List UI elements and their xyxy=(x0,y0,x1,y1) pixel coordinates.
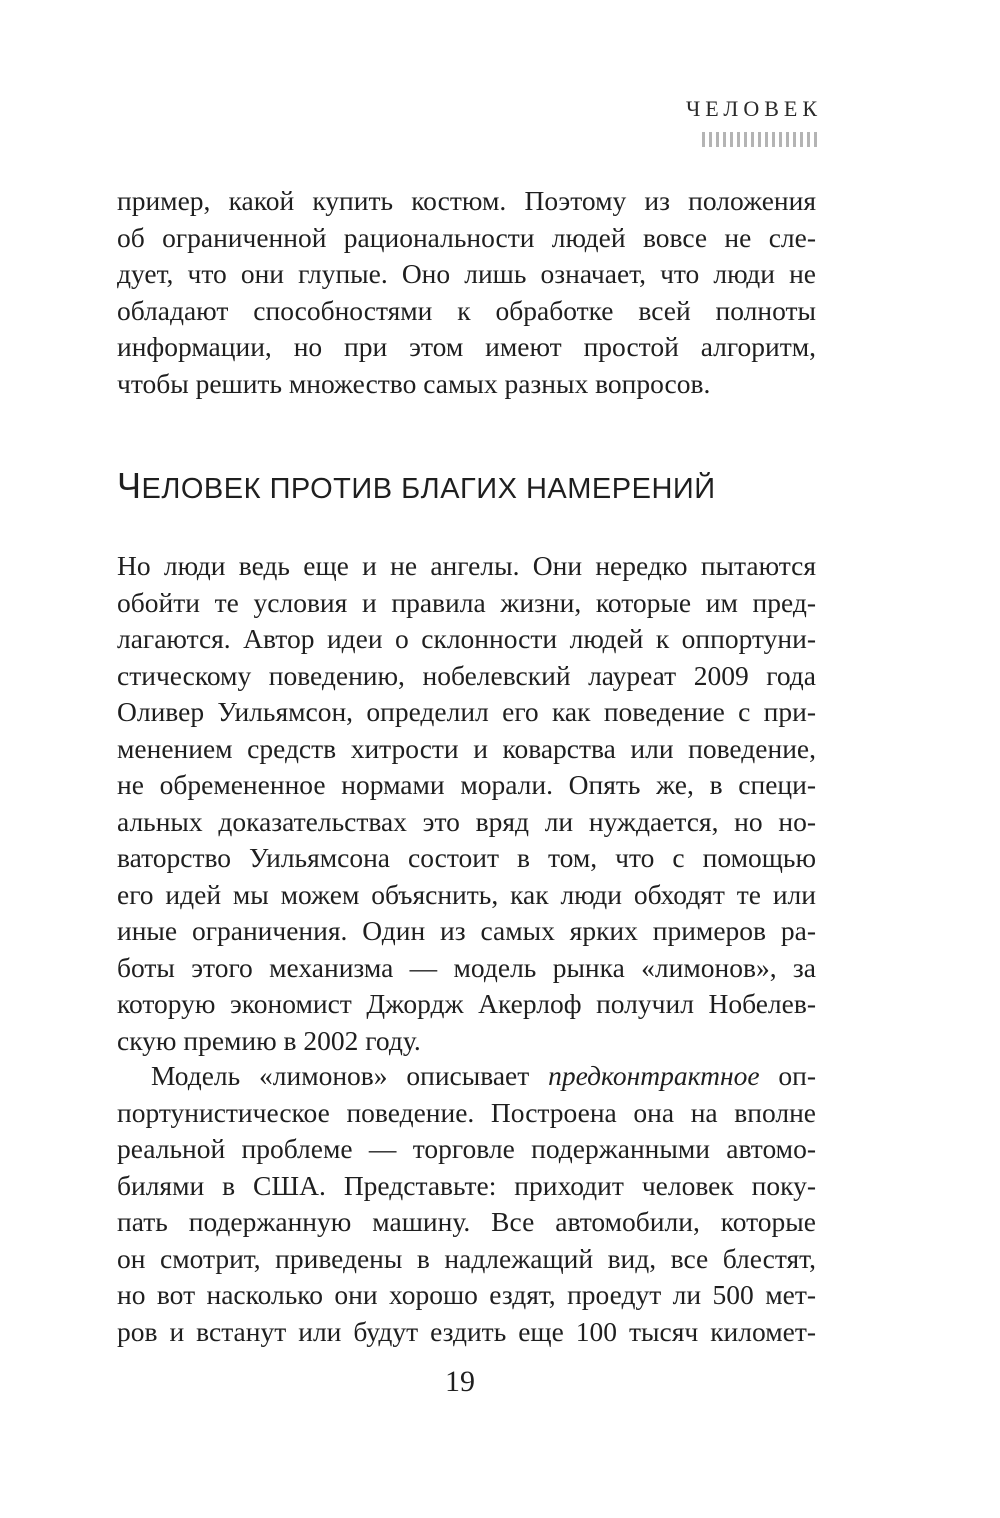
running-head xyxy=(685,96,822,147)
section-heading-rest: ЕЛОВЕК ПРОТИВ БЛАГИХ НАМЕРЕНИЙ xyxy=(141,473,716,505)
text-line: пример, какой купить костюм. Поэтому из положения xyxy=(117,185,816,216)
text-line: информации, но при этом имеют простой алгоритм, xyxy=(117,331,816,362)
text-line: Но люди ведь еще и не ангелы. Они нередко пытаются xyxy=(117,550,816,581)
text-line: ров и встанут или будут ездить еще 100 тысяч километ- xyxy=(117,1315,816,1347)
text-line: билями в США. Представьте: приходит человек поку- xyxy=(117,1169,816,1201)
text-line: альных доказательствах это вряд ли нуждается, но но- xyxy=(117,805,816,837)
page-number: 19 xyxy=(445,1365,475,1398)
text-line: но вот насколько они хорошо ездят, проедут ли 500 мет- xyxy=(117,1279,816,1310)
text-segment: оп- xyxy=(759,1060,816,1091)
text-line: не обремененное нормами морали. Опять же, в специ- xyxy=(117,769,816,800)
text-line: менением средств хитрости и коварства или поведение, xyxy=(117,732,816,764)
text-line: иные ограничения. Один из самых ярких примеров ра- xyxy=(117,915,816,946)
paragraph-1 xyxy=(117,183,816,402)
text-segment: Модель «лимонов» описывает xyxy=(151,1060,549,1091)
text-line: стическому поведению, нобелевский лауреат 2009 года xyxy=(117,659,816,691)
text-line: об ограниченной рациональности людей вовсе не сле- xyxy=(117,221,816,253)
text-line: Оливер Уильямсон, определил его как поведение с при- xyxy=(117,696,816,727)
text-line: его идей мы можем объяснить, как люди обходят те или xyxy=(117,878,816,910)
text-line: дует, что они глупые. Оно лишь означает, что люди не xyxy=(117,258,816,289)
text-line-first xyxy=(117,1058,816,1095)
italic-term: предконтрактное xyxy=(548,1060,760,1091)
paragraph-3 xyxy=(117,1058,816,1350)
text-line: обойти те условия и правила жизни, которые им пред- xyxy=(117,586,816,618)
text-line: скую премию в 2002 году. xyxy=(117,1024,421,1056)
text-line: которую экономист Джордж Акерлоф получил Нобелев- xyxy=(117,988,816,1019)
running-head-decorative-rule xyxy=(686,132,817,147)
section-heading xyxy=(117,462,716,513)
text-line: лагаются. Автор идеи о склонности людей к оппортуни- xyxy=(117,623,816,654)
paragraph-2 xyxy=(117,548,816,1059)
text-line: он смотрит, приведены в надлежащий вид, все блестят, xyxy=(117,1242,816,1274)
text-line: чтобы решить множество самых разных вопросов. xyxy=(117,367,711,399)
running-head-title: ЧЕЛОВЕК xyxy=(685,96,822,121)
text-line: реальной проблеме — торговле подержанными автомо- xyxy=(117,1133,816,1164)
text-line: пать подержанную машину. Все автомобили, которые xyxy=(117,1206,816,1237)
section-heading-initial: Ч xyxy=(117,465,142,506)
text-line: ваторство Уильямсона состоит в том, что с помощью xyxy=(117,842,816,873)
text-line: боты этого механизма — модель рынка «лимонов», за xyxy=(117,951,816,983)
text-line: портунистическое поведение. Построена она на вполне xyxy=(117,1096,816,1128)
text-line: обладают способностями к обработке всей полноты xyxy=(117,294,816,326)
